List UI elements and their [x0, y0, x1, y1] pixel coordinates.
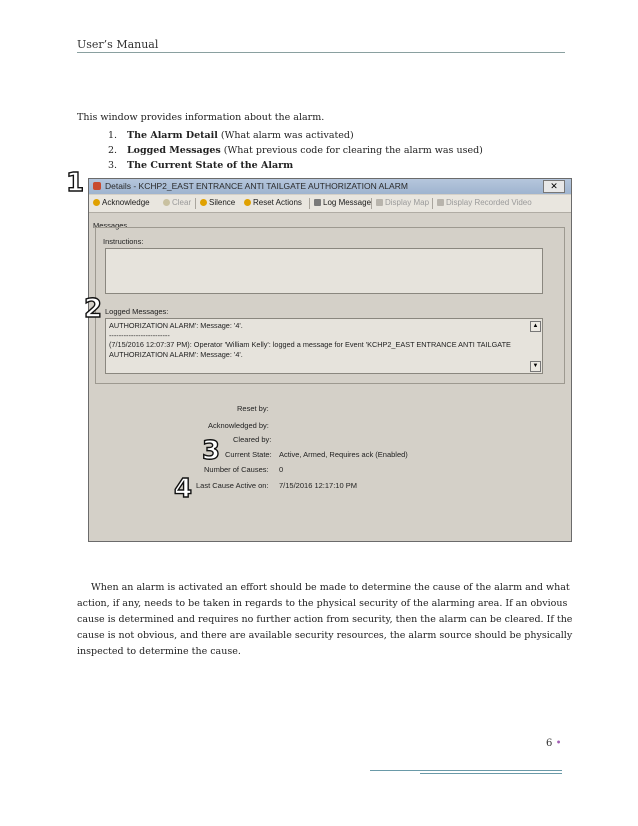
scroll-up-icon[interactable]: ▲	[530, 321, 541, 332]
page-header-title: User’s Manual	[77, 38, 159, 51]
toolbar	[89, 195, 571, 213]
logged-messages-box[interactable]	[105, 318, 543, 374]
toolbar-separator	[309, 198, 310, 209]
footer-rule	[370, 770, 562, 771]
log-message-button[interactable]: Log Message	[314, 198, 371, 207]
log-message-icon	[314, 199, 321, 206]
instructions-box	[105, 248, 543, 294]
acknowledged-by-label: Acknowledged by:	[208, 421, 269, 430]
clear-button[interactable]: Clear	[163, 198, 191, 207]
callout-marker-2: 2	[84, 294, 103, 324]
clear-icon	[163, 199, 170, 206]
reset-actions-icon	[244, 199, 251, 206]
number-of-causes-value: 0	[279, 465, 284, 474]
page-bullet: •	[555, 738, 562, 749]
header-rule	[77, 52, 565, 53]
instructions-label: Instructions:	[103, 237, 144, 246]
display-map-button[interactable]: Display Map	[376, 198, 429, 207]
toolbar-separator	[432, 198, 433, 209]
silence-icon	[200, 199, 207, 206]
current-state-value: Active, Armed, Requires ack (Enabled)	[279, 450, 408, 459]
silence-button[interactable]: Silence	[200, 198, 235, 207]
toolbar-separator	[195, 198, 196, 209]
reset-by-label: Reset by:	[237, 404, 269, 413]
map-icon	[376, 199, 383, 206]
callout-marker-3: 3	[202, 436, 221, 466]
page-number: 6 •	[546, 738, 562, 749]
logged-messages-label: Logged Messages:	[105, 307, 169, 316]
list-item: 2. Logged Messages (What previous code for clearing the alarm was used)	[108, 145, 483, 156]
toolbar-separator	[371, 198, 372, 209]
last-cause-active-value: 7/15/2016 12:17:10 PM	[279, 481, 357, 490]
window-titlebar	[89, 179, 571, 194]
window-title: Details - KCHP2_EAST ENTRANCE ANTI TAILGATE AUTHORIZATION ALARM	[105, 181, 408, 191]
acknowledge-button[interactable]: Acknowledge	[93, 198, 150, 207]
numbered-list	[108, 128, 483, 173]
current-state-label: Current State:	[225, 450, 272, 459]
scroll-down-icon[interactable]: ▼	[530, 361, 541, 372]
body-paragraph: When an alarm is activated an effort should be made to determine the cause of the alarm and what action, if any, needs to be taken in regards to the physical security of the alarming area. If an obvious cause is determined and requires no further action from security, then the alarm can be cleared. If the cause is not obvious, and there are available security resources, the alarm source should be physically inspected to determine the cause.	[77, 582, 573, 657]
app-icon	[93, 182, 101, 190]
close-button[interactable]: ✕	[543, 180, 565, 193]
last-cause-active-label: Last Cause Active on:	[196, 481, 269, 490]
intro-text: This window provides information about the alarm.	[77, 112, 325, 123]
list-item: 1. The Alarm Detail (What alarm was activated)	[108, 130, 354, 141]
alarm-details-window	[88, 178, 572, 542]
callout-marker-1: 1	[66, 168, 85, 198]
display-recorded-video-button[interactable]: Display Recorded Video	[437, 198, 532, 207]
acknowledge-icon	[93, 199, 100, 206]
cleared-by-label: Cleared by:	[233, 435, 272, 444]
reset-actions-button[interactable]: Reset Actions	[244, 198, 302, 207]
footer-rule	[420, 773, 562, 774]
callout-marker-4: 4	[174, 474, 193, 504]
list-item: 3. The Current State of the Alarm	[108, 160, 294, 171]
messages-group-label: Messages	[93, 221, 128, 230]
logged-messages-text: AUTHORIZATION ALARM': Message: '4'. ------------------------- (7/15/2016 12:07:37 PM): Operator 'William Kelly': logged a message for Event 'KCHP2_EAST ENTRANCE ANTI TAILGATE AUTHORIZATION ALARM': Message: '4'.	[109, 321, 511, 359]
number-of-causes-label: Number of Causes:	[204, 465, 269, 474]
video-icon	[437, 199, 444, 206]
